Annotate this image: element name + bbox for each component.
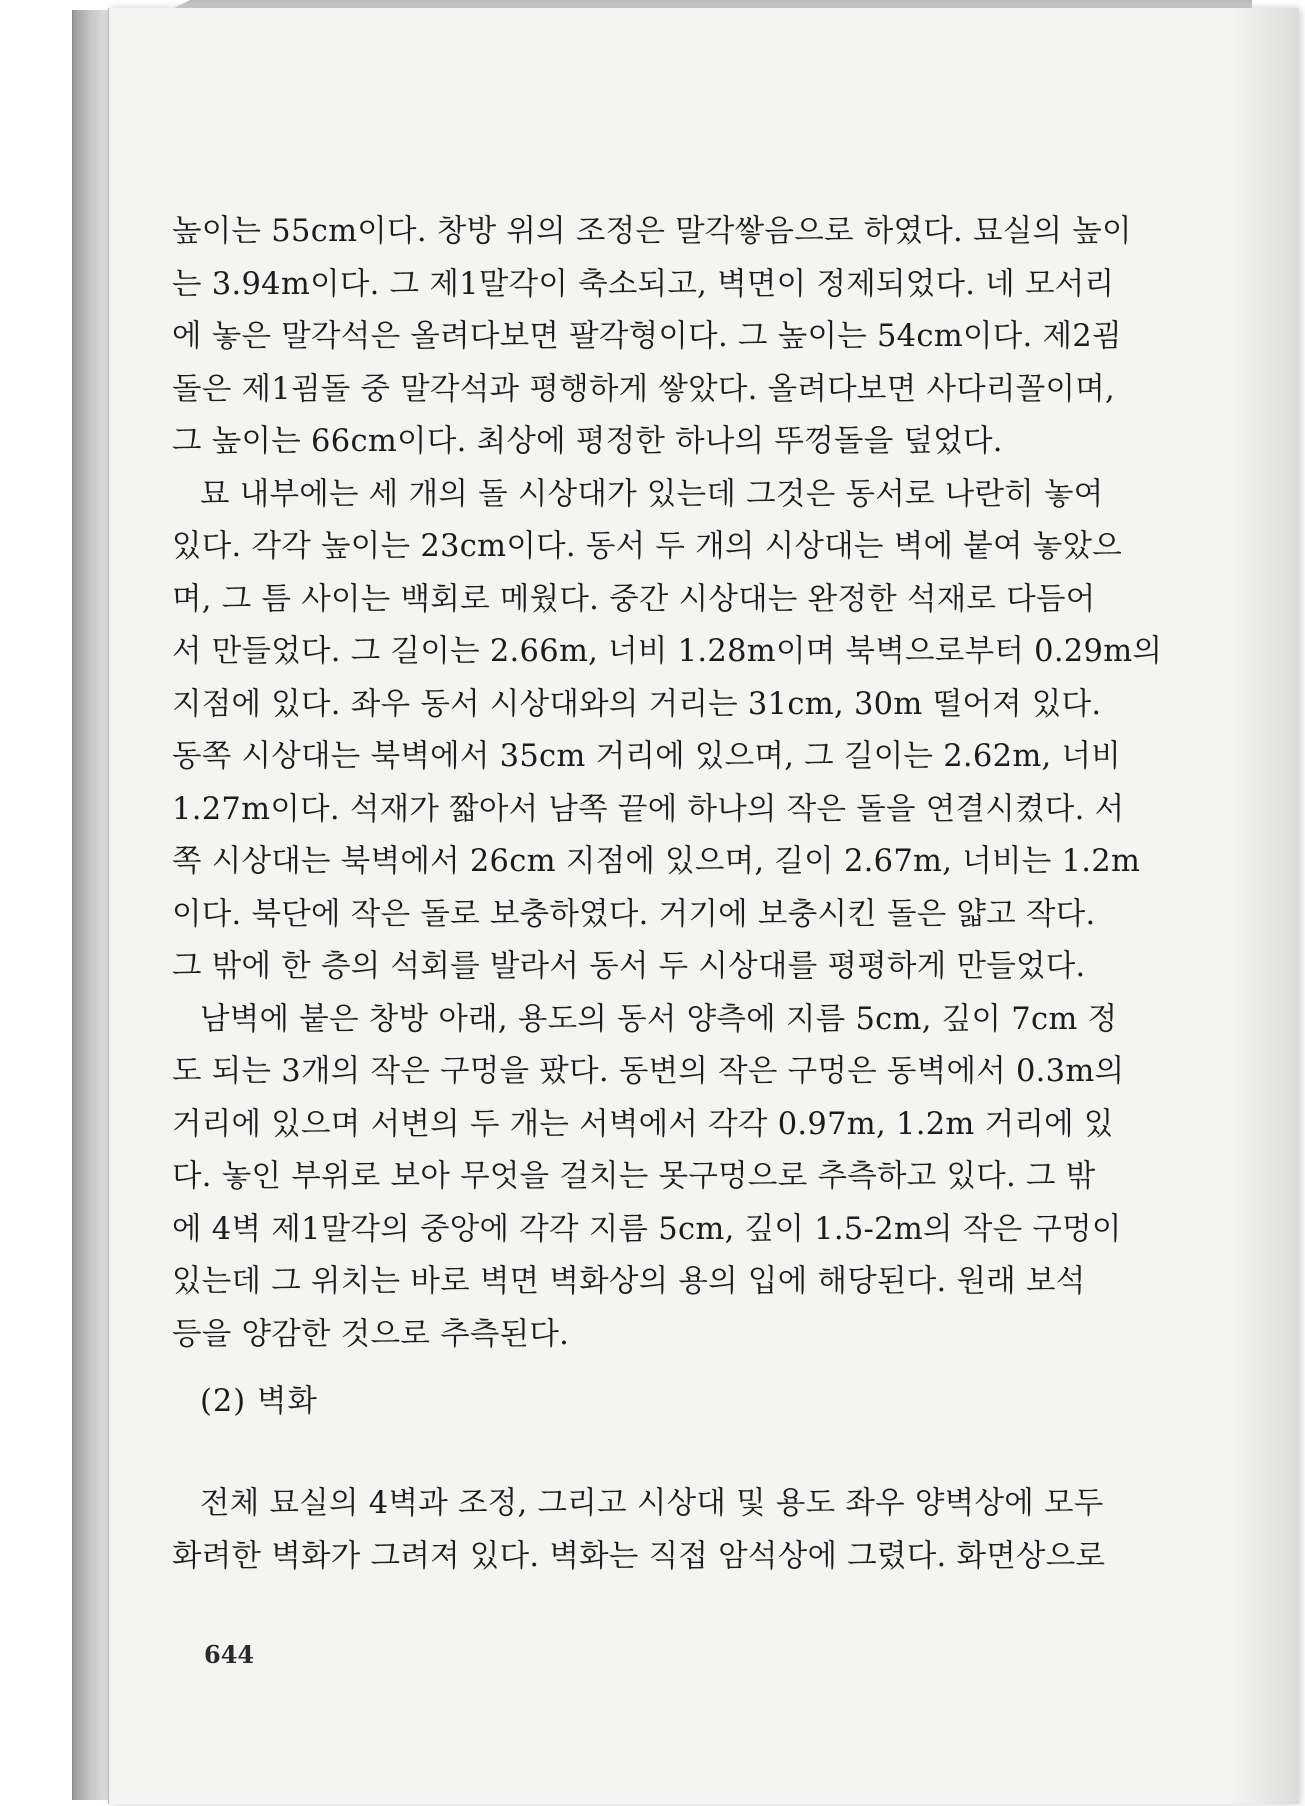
text-line: 있다. 각각 높이는 23cm이다. 동서 두 개의 시상대는 벽에 붙여 놓았으 [172,529,1123,564]
text-line: 높이는 55cm이다. 창방 위의 조정은 말각쌓음으로 하였다. 묘실의 높이 [172,214,1132,249]
text-line: 에 4벽 제1말각의 중앙에 각각 지름 5cm, 깊이 1.5-2m의 작은 구멍이 [172,1211,1122,1247]
text-line: 있는데 그 위치는 바로 벽면 벽화상의 용의 입에 해당된다. 원래 보석 [172,1264,1086,1299]
text-line: 다. 놓인 부위로 보아 무엇을 걸치는 못구멍으로 추측하고 있다. 그 밖 [172,1159,1096,1194]
paragraph-1 [172,206,1162,469]
text-line: 쪽 시상대는 북벽에서 26cm 지점에 있으며, 길이 2.67m, 너비는 1.2m [172,844,1141,879]
text-line: 그 높이는 66cm이다. 최상에 평정한 하나의 뚜껑돌을 덮었다. [172,424,1003,459]
text-line: 도 되는 3개의 작은 구멍을 팠다. 동변의 작은 구멍은 동벽에서 0.3m의 [172,1054,1125,1089]
text-line: 이다. 북단에 작은 돌로 보충하였다. 거기에 보충시킨 돌은 얇고 작다. [172,896,1096,932]
text-line: 돌은 제1굄돌 중 말각석과 평행하게 쌓았다. 올려다보면 사다리꼴이며, [172,371,1116,407]
text-line: 는 3.94m이다. 그 제1말각이 축소되고, 벽면이 정제되었다. 네 모서리 [172,266,1115,302]
text-line: 서 만들었다. 그 길이는 2.66m, 너비 1.28m이며 북벽으로부터 0.29m의 [172,634,1163,669]
paragraph-4 [172,1478,1162,1583]
body-text [172,206,1162,1361]
text-line: 남벽에 붙은 창방 아래, 용도의 동서 양측에 지름 5cm, 깊이 7cm 정 [200,1001,1118,1037]
text-line: 그 밖에 한 층의 석회를 발라서 동서 두 시상대를 평평하게 만들었다. [172,949,1086,984]
text-line: 거리에 있으며 서변의 두 개는 서벽에서 각각 0.97m, 1.2m 거리에 있 [172,1106,1114,1142]
paragraph-3 [172,994,1162,1362]
text-line: 1.27m이다. 석재가 짧아서 남쪽 끝에 하나의 작은 돌을 연결시켰다. 서 [172,791,1125,827]
page-shadow [1229,8,1299,1804]
paragraph-2 [172,469,1162,994]
text-line: 화려한 벽화가 그려져 있다. 벽화는 직접 암석상에 그렸다. 화면상으로 [172,1538,1106,1574]
text-line: 에 놓은 말각석은 올려다보면 팔각형이다. 그 높이는 54cm이다. 제2굄 [172,319,1122,354]
page-number: 644 [204,1640,255,1669]
book-spine [72,10,113,1800]
text-line: 며, 그 틈 사이는 백회로 메웠다. 중간 시상대는 완정한 석재로 다듬어 [172,581,1096,617]
text-line: 등을 양감한 것으로 추측된다. [172,1316,570,1352]
text-line: 전체 묘실의 4벽과 조정, 그리고 시상대 및 용도 좌우 양벽상에 모두 [200,1486,1104,1521]
text-line: 지점에 있다. 좌우 동서 시상대와의 거리는 31cm, 30m 떨어져 있다. [172,686,1102,722]
section-heading: (2) 벽화 [200,1384,318,1419]
text-line: 동쪽 시상대는 북벽에서 35cm 거리에 있으며, 그 길이는 2.62m, 너비 [172,739,1122,774]
text-line: 묘 내부에는 세 개의 돌 시상대가 있는데 그것은 동서로 나란히 놓여 [200,476,1104,512]
